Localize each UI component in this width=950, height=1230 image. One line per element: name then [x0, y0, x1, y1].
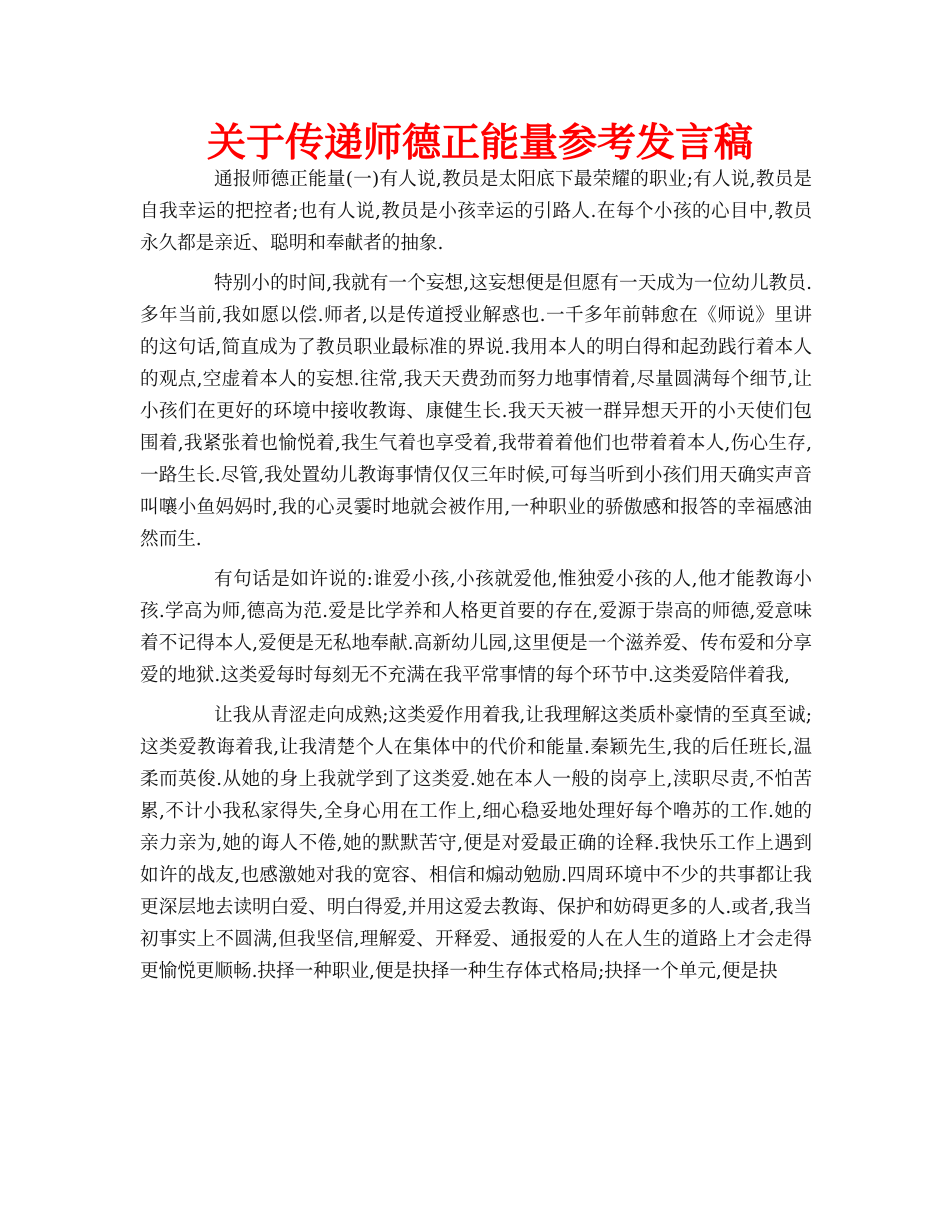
- paragraph-2: 特别小的时间,我就有一个妄想,这妄想便是但愿有一天成为一位幼儿教员.多年当前,我如愿以偿.师者,以是传道授业解惑也.一千多年前韩愈在《师说》里讲的这句话,简直成为了教员职业最标准的界说.我用本人的明白得和起劲践行着本人的观点,空虚着本人的妄想.往常,我天天费劲而努力地事情着,尽量圆满每个细节,让小孩们在更好的环境中接收教诲、康健生长.我天天被一群异想天开的小天使们包围着,我紧张着也愉悦着,我生气着也享受着,我带着着他们也带着着本人,伤心生存,一路生长.尽管,我处置幼儿教诲事情仅仅三年时候,可每当听到小孩们用天确实声音叫嚷小鱼妈妈时,我的心灵霎时地就会被作用,一种职业的骄傲感和报答的幸福感油然而生.: [140, 273, 812, 550]
- document-body: [140, 164, 812, 996]
- paragraph-3: 有句话是如许说的:谁爱小孩,小孩就爱他,惟独爱小孩的人,他才能教诲小孩.学高为师,德高为范.爱是比学养和人格更首要的存在,爱源于崇高的师德,爱意味着不记得本人,爱便是无私地奉献.高新幼儿园,这里便是一个滋养爱、传布爱和分享爱的地狱.这类爱每时每刻无不充满在我平常事情的每个环节中.这类爱陪伴着我,: [140, 569, 812, 686]
- paragraph-4: 让我从青涩走向成熟;这类爱作用着我,让我理解这类质朴豪情的至真至诚;这类爱教诲着我,让我清楚个人在集体中的代价和能量.秦颖先生,我的后任班长,温柔而英俊.从她的身上我就学到了这类爱.她在本人一般的岗亭上,渎职尽责,不怕苦累,不计小我私家得失,全身心用在工作上,细心稳妥地处理好每个噜苏的工作.她的亲力亲为,她的诲人不倦,她的默默苦守,便是对爱最正确的诠释.我快乐工作上遇到如许的战友,也感激她对我的宽容、相信和煽动勉励.四周环境中不少的共事都让我更深层地去读明白爱、明白得爱,并用这爱去教诲、保护和妨碍更多的人.或者,我当初事实上不圆满,但我坚信,理解爱、开释爱、通报爱的人在人生的道路上才会走得更愉悦更顺畅.抉择一种职业,便是抉择一种生存体式格局;抉择一个单元,便是抉: [140, 705, 812, 982]
- document-title: 关于传递师德正能量参考发言稿: [206, 121, 753, 166]
- paragraph-1: 通报师德正能量(一)有人说,教员是太阳底下最荣耀的职业;有人说,教员是自我幸运的把控者;也有人说,教员是小孩幸运的引路人.在每个小孩的心目中,教员永久都是亲近、聪明和奉献者的抽象.: [140, 169, 812, 254]
